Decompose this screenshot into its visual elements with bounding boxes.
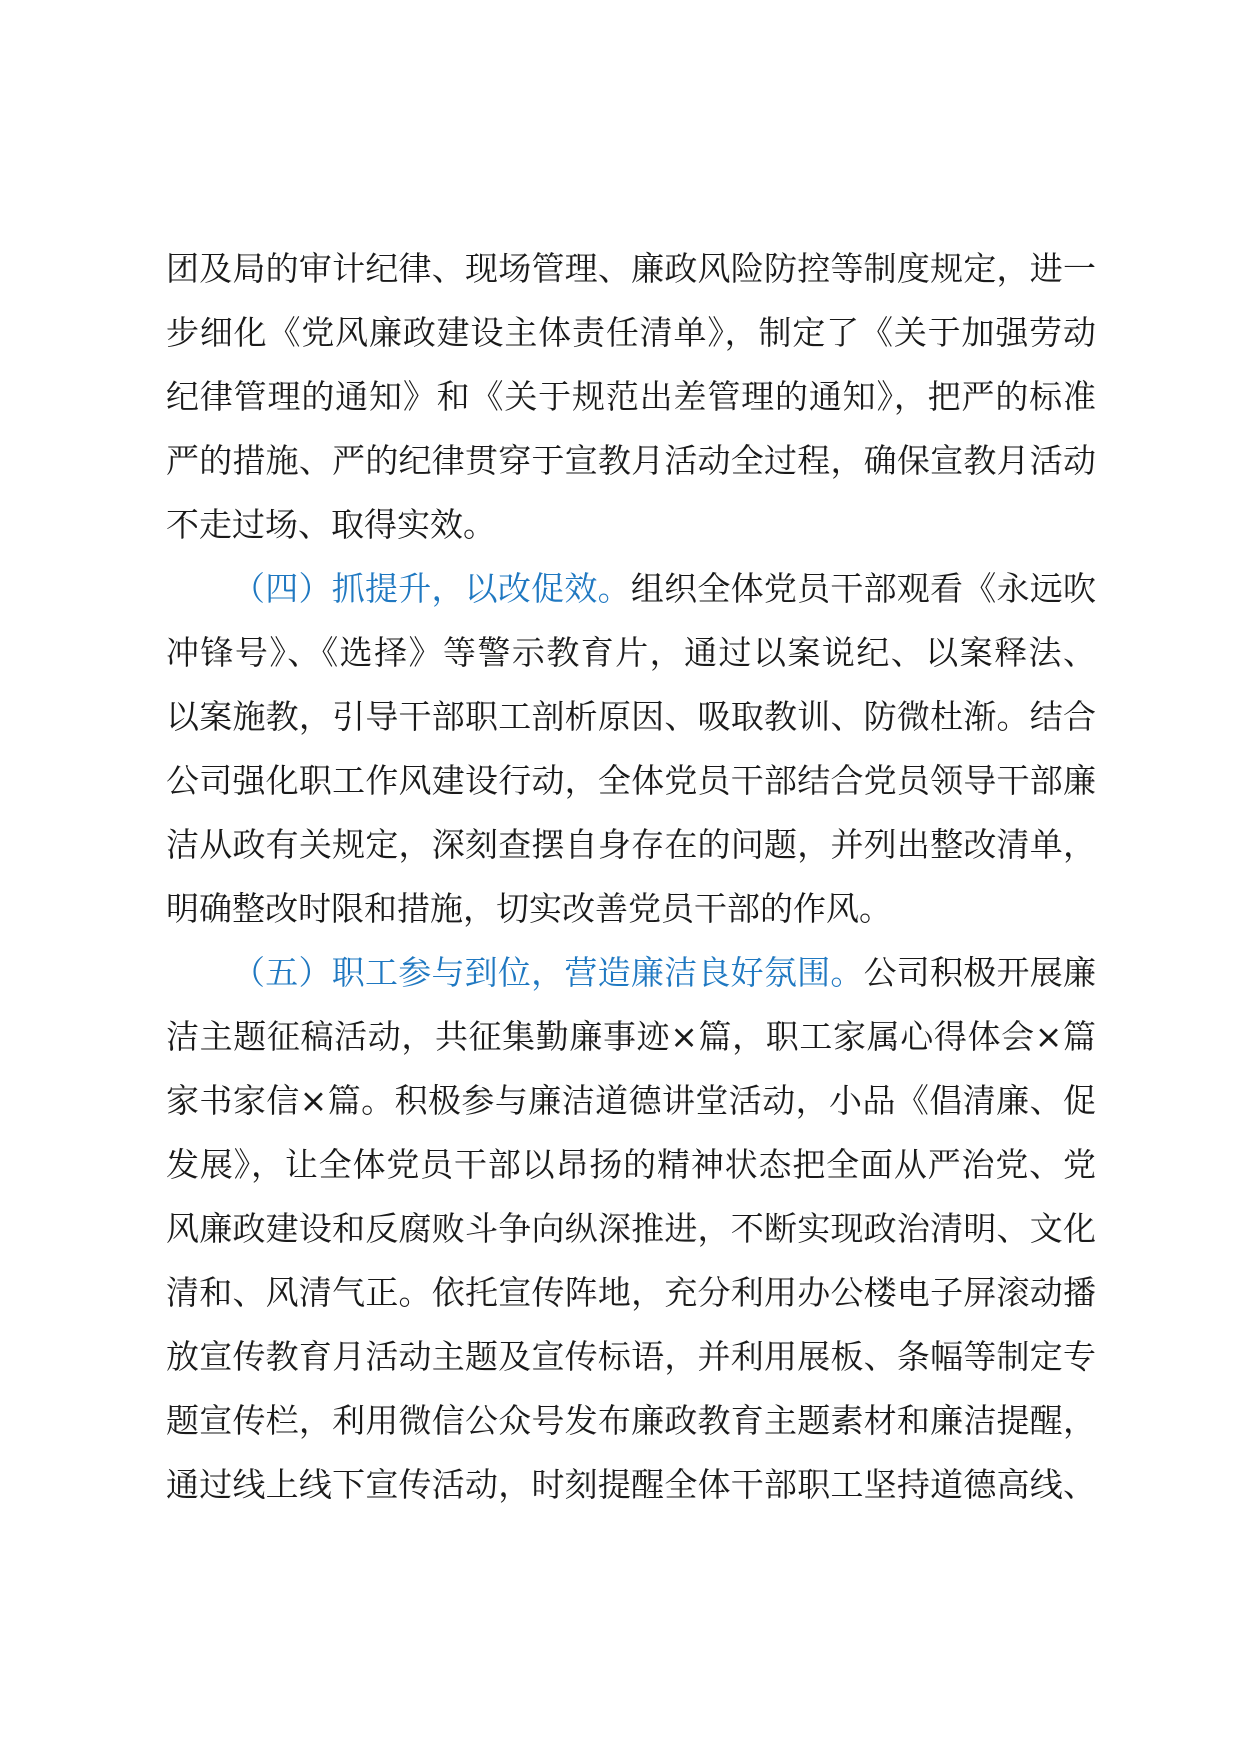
paragraph-first-line — [232, 941, 1096, 1005]
text-line: 题宣传栏，利用微信公众号发布廉政教育主题素材和廉洁提醒， — [166, 1401, 1096, 1440]
text-line: 家书家信×篇。积极参与廉洁道德讲堂活动，小品《倡清廉、促 — [166, 1081, 1096, 1120]
text-line: 团及局的审计纪律、现场管理、廉政风险防控等制度规定，进一 — [166, 249, 1096, 288]
text-line: 严的措施、严的纪律贯穿于宣教月活动全过程，确保宣教月活动 — [166, 441, 1096, 480]
text-line: 放宣传教育月活动主题及宣传标语，并利用展板、条幅等制定专 — [166, 1337, 1096, 1376]
text-line: 步细化《党风廉政建设主体责任清单》，制定了《关于加强劳动 — [166, 313, 1096, 352]
text-line: 风廉政建设和反腐败斗争向纵深推进，不断实现政治清明、文化 — [166, 1209, 1096, 1248]
paragraph-first-line — [232, 557, 1096, 621]
text-line: 清和、风清气正。依托宣传阵地，充分利用办公楼电子屏滚动播 — [166, 1273, 1096, 1312]
text-run: 组织全体党员干部观看《永远吹 — [630, 569, 1097, 608]
text-line: 通过线上线下宣传活动，时刻提醒全体干部职工坚持道德高线、 — [166, 1465, 1096, 1504]
text-line: 洁主题征稿活动，共征集勤廉事迹×篇，职工家属心得体会×篇 — [166, 1017, 1096, 1056]
text-line: 纪律管理的通知》和《关于规范出差管理的通知》，把严的标准 — [166, 377, 1096, 416]
text-line: 公司强化职工作风建设行动，全体党员干部结合党员领导干部廉 — [166, 761, 1096, 800]
text-line: 冲锋号》、《选择》等警示教育片，通过以案说纪、以案释法、 — [166, 633, 1096, 672]
section-heading: （四）抓提升，以改促效。 — [232, 569, 631, 608]
text-line: 明确整改时限和措施，切实改善党员干部的作风。 — [166, 889, 892, 928]
text-line: 发展》，让全体党员干部以昂扬的精神状态把全面从严治党、党 — [166, 1145, 1096, 1184]
text-line: 不走过场、取得实效。 — [166, 505, 496, 544]
text-run: 公司积极开展廉 — [863, 953, 1097, 992]
text-line: 以案施教，引导干部职工剖析原因、吸取教训、防微杜渐。结合 — [166, 697, 1096, 736]
text-line: 洁从政有关规定，深刻查摆自身存在的问题，并列出整改清单， — [166, 825, 1096, 864]
section-heading: （五）职工参与到位，营造廉洁良好氛围。 — [232, 953, 864, 992]
